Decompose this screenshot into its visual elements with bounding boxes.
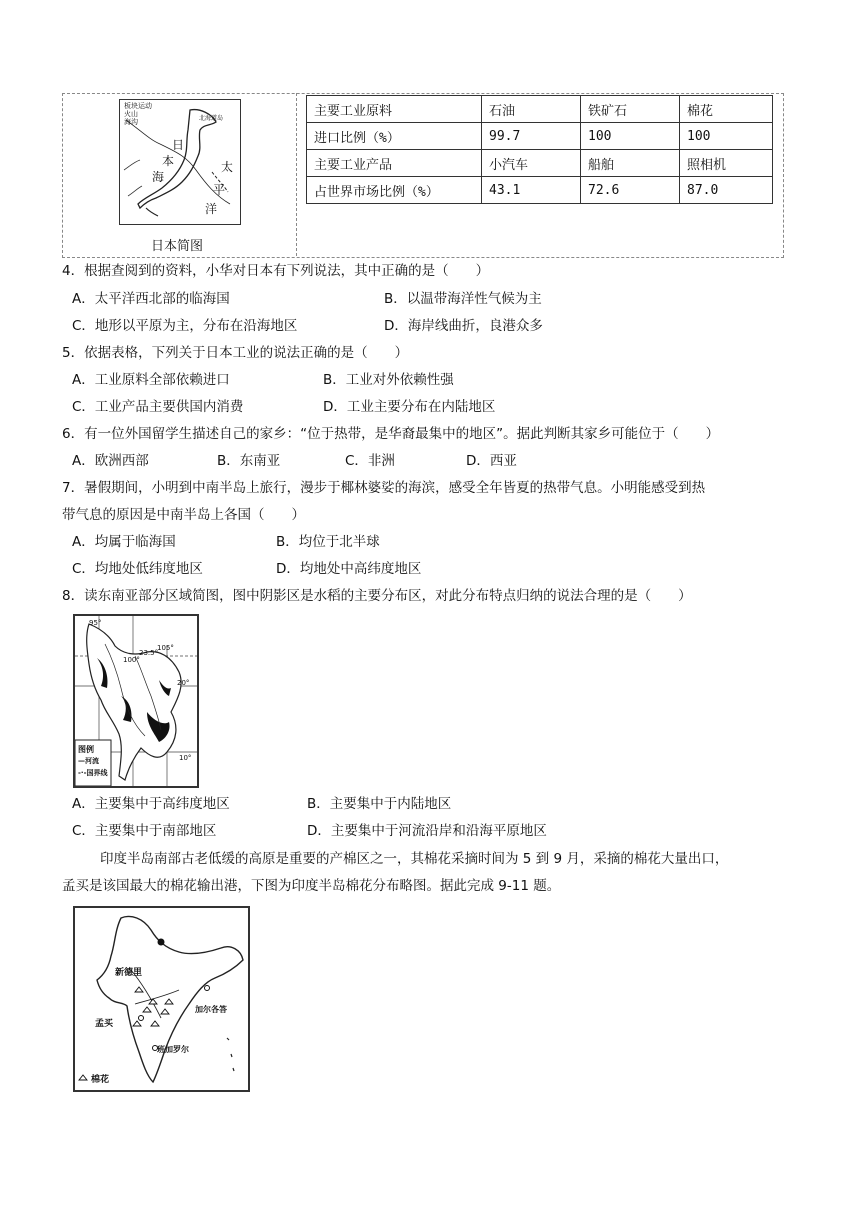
q7-option-d[interactable]: D．均地处中高纬度地区 <box>276 561 422 577</box>
city-label-kolkata: 加尔各答 <box>195 1005 227 1014</box>
table-cell: 船舶 <box>581 150 680 177</box>
label-sea-of-japan-1: 日 <box>172 138 185 152</box>
q8-option-d[interactable]: D．主要集中于河流沿岸和沿海平原地区 <box>307 823 547 839</box>
table-cell: 铁矿石 <box>581 96 680 123</box>
intro-line1: 印度半岛南部古老低缓的高原是重要的产棉区之一，其棉花采摘时间为 5 到 9 月，采摘的棉花大量出口， <box>100 851 729 867</box>
frame-divider <box>296 93 297 256</box>
q8-option-c[interactable]: C．主要集中于南部地区 <box>72 823 217 839</box>
table-cell: 棉花 <box>680 96 773 123</box>
q5-option-d[interactable]: D．工业主要分布在内陆地区 <box>323 399 496 415</box>
q8-stem: 8．读东南亚部分区域简图，图中阴影区是水稻的主要分布区，对此分布特点归纳的说法合理的是（ ） <box>62 588 692 604</box>
table-cell: 100 <box>680 123 773 150</box>
southeast-asia-map <box>73 614 199 788</box>
label-pacific-2: 平 <box>213 183 226 197</box>
japan-map-legend <box>124 102 152 126</box>
map-legend-cotton: 棉花 <box>91 1075 110 1085</box>
map-legend-river-label: 河流 <box>85 757 99 765</box>
q6-stem: 6．有一位外国留学生描述自己的家乡：“位于热带，是华裔最集中的地区”。据此判断其家乡可能位于（ ） <box>62 426 720 442</box>
table-cell: 87.0 <box>680 177 773 204</box>
city-label-mumbai: 孟买 <box>95 1019 114 1029</box>
q6-option-c[interactable]: C．非洲 <box>345 453 395 469</box>
q4-option-c[interactable]: C．地形以平原为主，分布在沿海地区 <box>72 318 298 334</box>
table-row <box>307 123 773 150</box>
map-legend-border-label: 国界线 <box>86 769 108 777</box>
label-sea-of-japan-2: 本 <box>162 154 175 168</box>
q4-option-a[interactable]: A．太平洋西北部的临海国 <box>72 291 230 307</box>
label-pacific-3: 洋 <box>205 202 218 216</box>
lat-label-10: 10° <box>179 754 192 762</box>
table-cell: 主要工业原料 <box>307 96 482 123</box>
q5-option-b[interactable]: B．工业对外依赖性强 <box>323 372 454 388</box>
label-pacific-1: 太 <box>221 160 234 174</box>
q6-option-d[interactable]: D．西亚 <box>466 453 517 469</box>
q8-option-a[interactable]: A．主要集中于高纬度地区 <box>72 796 230 812</box>
q4-option-d[interactable]: D．海岸线曲折，良港众多 <box>384 318 543 334</box>
q6-option-b[interactable]: B．东南亚 <box>217 453 281 469</box>
lon-label-95: 95° <box>89 619 102 627</box>
q5-option-a[interactable]: A．工业原料全部依赖进口 <box>72 372 230 388</box>
legend-volcano: 火山 <box>124 110 138 118</box>
table-row <box>307 177 773 204</box>
city-label-new-delhi: 新德里 <box>115 968 143 978</box>
q7-option-c[interactable]: C．均地处低纬度地区 <box>72 561 203 577</box>
q6-option-a[interactable]: A．欧洲西部 <box>72 453 149 469</box>
q8-option-b[interactable]: B．主要集中于内陆地区 <box>307 796 452 812</box>
lat-label-20: 20° <box>177 679 190 687</box>
q7-stem-line2: 带气息的原因是中南半岛上各国（ ） <box>62 507 305 523</box>
intro-line2: 孟买是该国最大的棉花输出港，下图为印度半岛棉花分布略图。据此完成 9-11 题。 <box>62 878 561 894</box>
industry-table <box>306 95 773 204</box>
table-row <box>307 150 773 177</box>
table-row <box>307 96 773 123</box>
map-legend-title: 图例 <box>78 745 94 754</box>
india-map-drawing <box>75 908 248 1090</box>
india-cotton-map <box>73 906 250 1092</box>
map-legend-border: -·-国界线 <box>78 769 108 777</box>
q5-stem: 5．依据表格，下列关于日本工业的说法正确的是（ ） <box>62 345 409 361</box>
table-cell: 进口比例（%） <box>307 123 482 150</box>
label-sea-of-japan-3: 海 <box>152 170 165 184</box>
lat-label-23-5: 23.5° <box>139 649 159 657</box>
legend-plate-motion: 板块运动 <box>124 102 152 110</box>
city-label-bangalore: 班加罗尔 <box>157 1045 189 1054</box>
map-legend-river: —河流 <box>78 757 99 765</box>
lon-label-105: 105° <box>157 644 174 652</box>
table-cell: 石油 <box>482 96 581 123</box>
lon-label-100: 100° <box>123 656 140 664</box>
japan-map-caption: 日本简图 <box>151 239 204 254</box>
q7-stem-line1: 7．暑假期间，小明到中南半岛上旅行，漫步于椰林婆娑的海滨，感受全年皆夏的热带气息。小明能感受到热 <box>62 480 706 496</box>
legend-trench: 海沟 <box>124 118 138 126</box>
table-cell: 照相机 <box>680 150 773 177</box>
q7-option-b[interactable]: B．均位于北半球 <box>276 534 380 550</box>
table-cell: 100 <box>581 123 680 150</box>
table-cell: 43.1 <box>482 177 581 204</box>
q4-stem: 4．根据查阅到的资料，小华对日本有下列说法，其中正确的是（ ） <box>62 263 490 279</box>
table-cell: 占世界市场比例（%） <box>307 177 482 204</box>
table-cell: 72.6 <box>581 177 680 204</box>
table-cell: 小汽车 <box>482 150 581 177</box>
table-cell: 主要工业产品 <box>307 150 482 177</box>
q4-option-b[interactable]: B．以温带海洋性气候为主 <box>384 291 542 307</box>
table-cell: 99.7 <box>482 123 581 150</box>
q7-option-a[interactable]: A．均属于临海国 <box>72 534 176 550</box>
label-hokkaido: 北海道岛 <box>199 115 224 122</box>
q5-option-c[interactable]: C．工业产品主要供国内消费 <box>72 399 244 415</box>
